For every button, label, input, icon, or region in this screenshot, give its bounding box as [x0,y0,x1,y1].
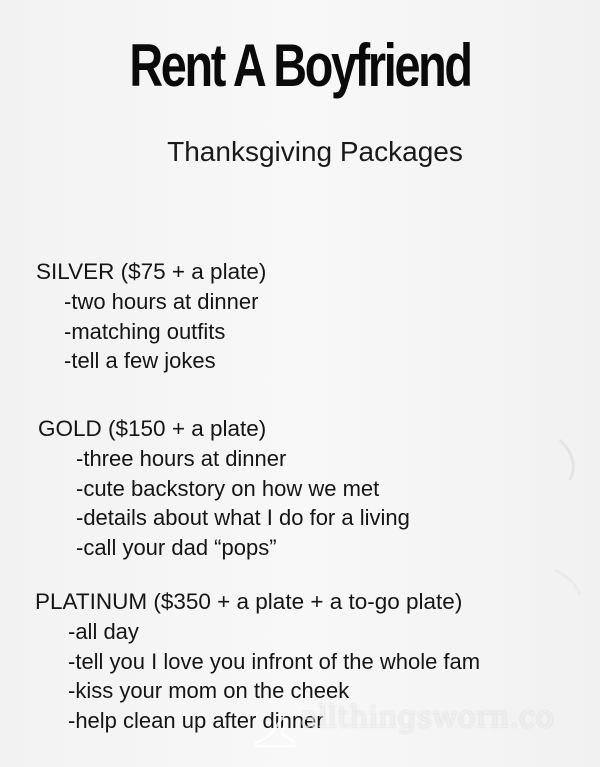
background-artifact-icon [540,420,600,600]
package-item: -matching outfits [64,318,226,344]
package-gold [38,414,410,562]
package-items [36,287,266,376]
page-title: Rent A Boyfriend [129,32,471,99]
package-item: -tell a few jokes [64,348,216,373]
package-heading: PLATINUM ($350 + a plate + a to-go plate) [35,589,463,614]
package-item: -two hours at dinner [64,289,259,314]
package-item: -tell you I love you infront of the whole fam [68,648,481,674]
package-silver [36,257,266,376]
watermark-text: allthingsworn.co [300,700,554,735]
package-heading: GOLD ($150 + a plate) [38,416,267,441]
package-item: -cute backstory on how we met [76,475,380,501]
package-item: -three hours at dinner [76,446,287,471]
package-item: -details about what I do for a living [76,505,410,530]
package-items [38,444,410,562]
package-item: -call your dad “pops” [76,534,277,560]
package-item: -kiss your mom on the cheek [68,678,350,703]
shoe-logo-icon [252,712,298,752]
page-subtitle: Thanksgiving Packages [167,136,463,167]
package-heading: SILVER ($75 + a plate) [36,259,267,284]
package-item: -help clean up after dinner [68,707,324,733]
package-item: -all day [68,619,139,644]
